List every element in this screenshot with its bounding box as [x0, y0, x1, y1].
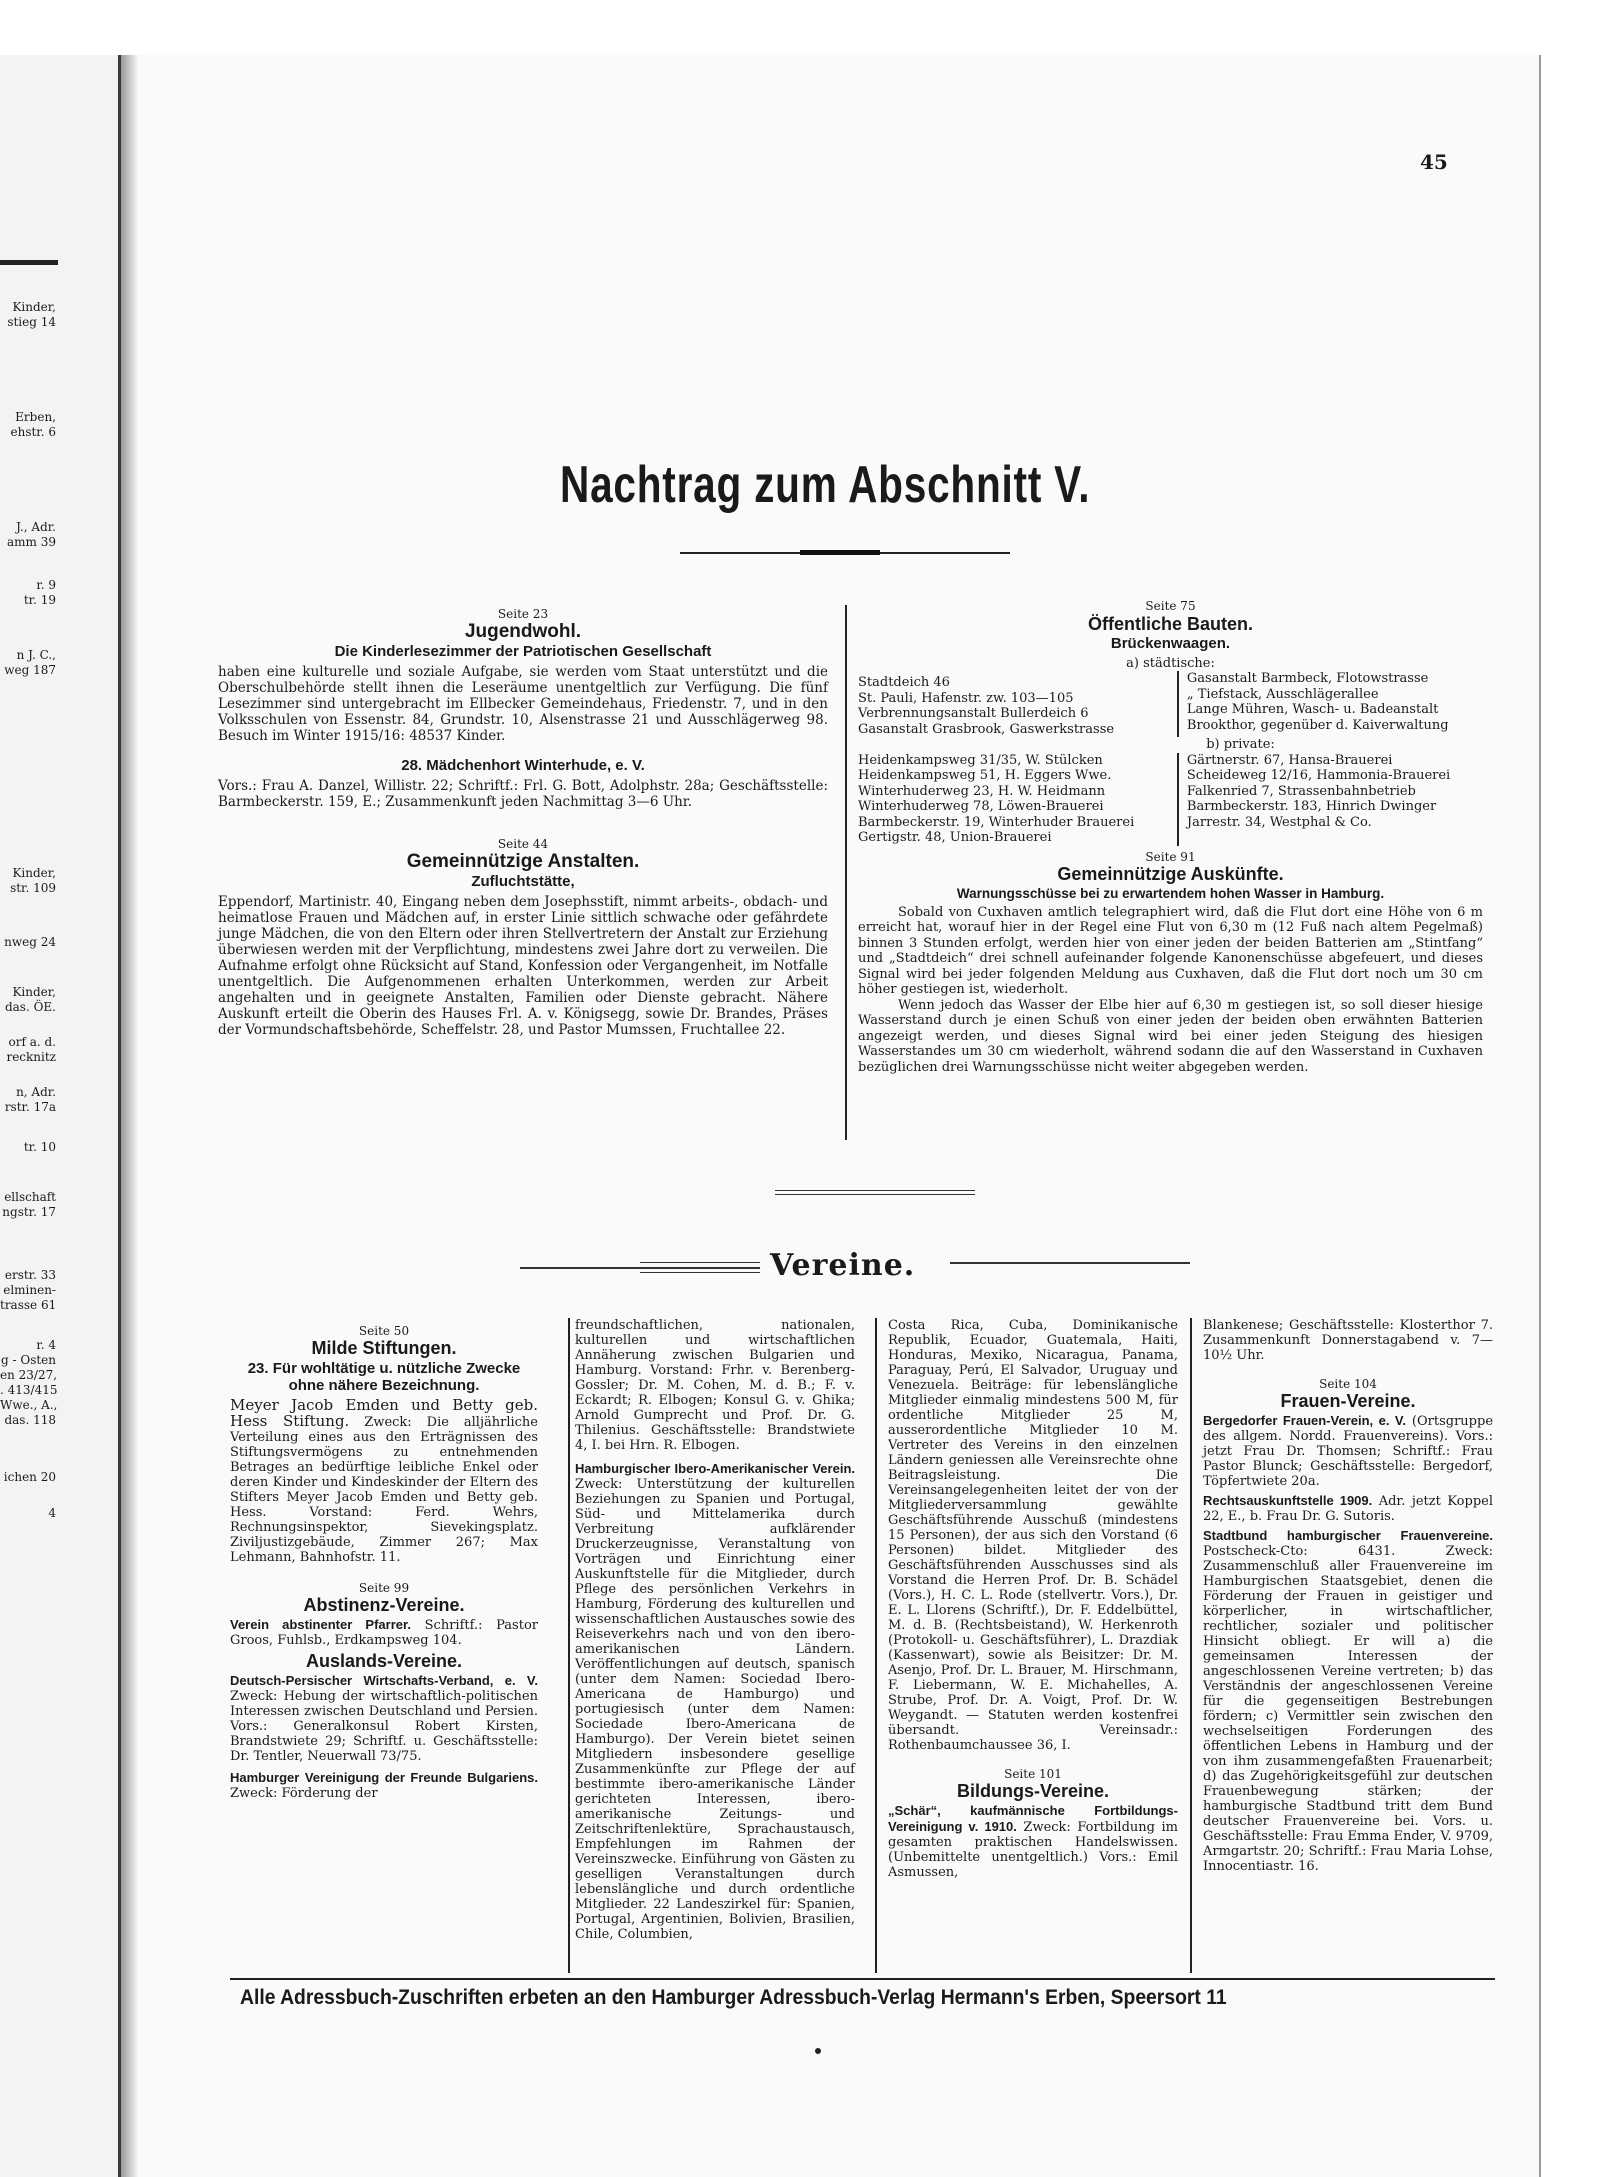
table-row: Scheideweg 12/16, Hammonia-Brauerei [1186, 768, 1451, 783]
table-row: Gasanstalt Barmbeck, Flotowstrasse [1186, 671, 1429, 686]
table-row: Gasanstalt Grasbrook, Gaswerkstrasse [858, 721, 1115, 737]
entry-name: Stadtbund hamburgischer Frauenvereine. [1203, 1528, 1493, 1543]
vereine-rule-right [950, 1262, 1190, 1264]
heading-milde-stiftungen: Milde Stiftungen. [311, 1338, 457, 1358]
main-title: Nachtrag zum Abschnitt V. [560, 456, 1091, 514]
footer-rule [230, 1978, 1495, 1980]
previous-page-fragment: Kinder, das. ÖE. [4, 985, 56, 1014]
seite-label: Seite 101 [1004, 1767, 1062, 1781]
table-divider [1177, 671, 1179, 737]
entry-text: Zweck: Förderung der [230, 1786, 378, 1801]
previous-page-fragment: Erben, ehstr. 6 [10, 410, 56, 439]
previous-page-fragment: Kinder, stieg 14 [7, 300, 56, 329]
private-left [858, 753, 1169, 846]
seite-label: Seite 44 [497, 837, 549, 851]
section-double-rule [775, 1190, 975, 1191]
heading-abstinenz: Abstinenz-Vereine. [303, 1595, 465, 1615]
book-gutter [121, 55, 139, 2177]
heading-frauen: Frauen-Vereine. [1280, 1391, 1416, 1411]
table-row: Stadtdeich 46 [858, 675, 950, 690]
previous-page-fragment: Kinder, str. 109 [10, 866, 56, 895]
seite-label: Seite 104 [1319, 1377, 1377, 1391]
table-row: Winterhuderweg 78, Löwen-Brauerei [858, 799, 1104, 814]
table-row: Verbrennungsanstalt Bullerdeich 6 [858, 706, 1089, 721]
bulgarien-continued: freundschaftlichen, nationalen, kulturellen und wirtschaftlichen Annäherung zwischen Bulgarien und Hamburg. Vorstand: Frhr. v. Berenberg-Gossler; Dr. M. Cohen, M. d. B.; F. v. Eckardt; R. Elbogen; Konsul G. v. Ghika; Arnold Gumprecht und Prof. Dr. G. Thilenius. Geschäftsstelle: Brandstwiete 4, I. bei Hrn. R. Elbogen. [575, 1318, 855, 1453]
section-heading-anstalten: Gemeinnützige Anstalten. [406, 851, 640, 872]
previous-page-fragment: r. 4 g - Osten en 23/27, . 413/415 Wwe., A., das. 118 [0, 1338, 58, 1427]
entry-text: Zweck: Fortbildung im gesamten praktischen Handelswissen. (Unbemittelte unentgeltlich.) Vors.: Emil Asmussen, [888, 1820, 1178, 1880]
previous-page-fragment: 4 [48, 1506, 56, 1520]
schaer-entry [888, 1803, 1178, 1880]
table-row: Jarrestr. 34, Westphal & Co. [1186, 814, 1372, 830]
table-row: Gärtnerstr. 67, Hansa-Brauerei [1186, 752, 1393, 768]
table-row: Winterhuderweg 23, H. W. Heidmann [858, 783, 1106, 799]
subheading-warnungsschuesse: Warnungsschüsse bei zu erwartendem hohen Wasser in Hamburg. [956, 885, 1385, 901]
kinderlesezimmer-text: haben eine kulturelle und soziale Aufgabe, sie werden vom Staat unterstützt und die Oberschulbehörde stellt ihnen die Leseräume unentgeltlich zur Verfügung. Die fünf Lesezimmer sind untergebracht im Ellbecker Gemeindehaus, Friedenstr. 7, und in den Volksschulen von Essenstr. 84, Grundstr. 10, Alsenstrasse 21 und Ausschlägerweg 98. Besuch im Winter 1915/16: 48537 Kinder. [218, 664, 828, 744]
vereine-column-3 [888, 1318, 1178, 1880]
vereine-column-1 [230, 1320, 538, 1801]
title-flourish-center [800, 550, 880, 555]
abstinenz-entry [230, 1617, 538, 1648]
stiftung-name: Meyer Jacob Emden und Betty geb. Hess Stiftung. [230, 1396, 538, 1430]
subheading-wohltaetige-zwecke: 23. Für wohltätige u. nützliche Zwecke ohne nähere Bezeichnung. [247, 1360, 521, 1394]
staedtische-left [858, 671, 1169, 737]
subheading-zufluchtstaette: Zufluchtstätte, [471, 873, 575, 890]
vereine-title: Vereine. [770, 1248, 916, 1283]
entry-name: Verein abstinenter Pfarrer. [230, 1617, 411, 1632]
section-heading-auskuenfte: Gemeinnützige Auskünfte. [1057, 864, 1284, 884]
previous-page-fragment: ellschaft ngstr. 17 [2, 1190, 56, 1219]
stiftung-text: Zweck: Die alljährliche Verteilung eines aus den Erträgnissen des Stiftungsvermögens zu entnehmenden Betrages an bedürftige leibliche Enkel oder deren Kinder und Kindeskinder der Eltern des Stifters Meyer Jacob Emden und Betty geb. Hess. Vorstand: Ferd. Wehrs, Rechnungsinspektor, Sievekingsplatz. Ziviljustizgebäude, Zimmer 267; Max Lehmann, Bahnhofstr. 11. [230, 1415, 538, 1565]
section-heading-bauten: Öffentliche Bauten. [1087, 613, 1253, 634]
entry-text: Zweck: Hebung der wirtschaftlich-politischen Interessen zwischen Deutschland und Persien. Vors.: Generalkonsul Robert Kirsten, Brandstwiete 29; Schriftf. u. Geschäftsstelle: Dr. Tentler, Neuerwall 73/75. [230, 1689, 538, 1764]
private-table [858, 753, 1483, 846]
subheading-kinderlesezimmer: Die Kinderlesezimmer der Patriotischen Gesellschaft [334, 643, 712, 660]
stadtbund-entry [1203, 1528, 1493, 1874]
column-divider [875, 1318, 877, 1973]
previous-page-fragment: tr. 10 [23, 1140, 56, 1154]
entry-name: Bergedorfer Frauen-Verein, e. V. [1203, 1413, 1406, 1428]
private-right [1187, 753, 1483, 846]
entry-name: Hamburger Vereinigung der Freunde Bulgariens. [230, 1770, 538, 1785]
subheading-brueckenwaagen: Brückenwaagen. [1110, 635, 1231, 652]
seite-label: Seite 91 [1145, 849, 1196, 864]
vereine-column-4 [1203, 1318, 1493, 1874]
previous-page-fragment: orf a. d. recknitz [6, 1035, 56, 1064]
staedtische-label: a) städtische: [1126, 655, 1215, 671]
stiftung-entry [230, 1398, 538, 1565]
entry-text: Postscheck-Cto: 6431. Zweck: Zusammenschluß aller Frauenvereine im Hamburgischen Staatsgebiet, denen die Förderung der Frauen in geistiger und körperlicher, in wirtschaftlicher, rechtlicher, sozialer und politischer Hinsicht obliegt. Er will a) die gemeinsamen Interessen der angeschlossenen Vereine vertreten; b) das Verständnis der angeschlossenen Vereine für die gegenseitigen Bestrebungen fördern; c) Vermittler sein zwischen den wechselseitigen Forderungen des öffentlichen Lebens in Hamburg und der von ihm zusammengefaßten Frauenarbeit; d) das Zugehörigkeitsgefühl zur deutschen Frauenbewegung stärken; der hamburgische Stadtbund tritt dem Bund deutscher Frauenvereine bei. Vors. u. Geschäftsstelle: Frau Emma Ender, V. 9709, Armgartstr. 20; Schriftf.: Frau Maria Lohse, Innocentiastr. 16. [1203, 1544, 1494, 1874]
entry-text: Schriftf.: Pastor Groos, Fuhlsb., Erdkampsweg 104. [230, 1618, 538, 1648]
maedchenhort-text: Vors.: Frau A. Danzel, Willistr. 22; Schriftf.: Frl. G. Bott, Adolphstr. 28a; Geschäftsstelle: Barmbeckerstr. 159, E.; Zusammenkunft jeden Nachmittag 3—6 Uhr. [218, 778, 828, 810]
ibero-entry [575, 1461, 855, 1942]
entry-name: Rechtsauskunftstelle 1909. [1203, 1493, 1373, 1508]
page-mark-dot [815, 2048, 821, 2054]
table-row: Falkenried 7, Strassenbahnbetrieb [1186, 783, 1416, 799]
section-heading-jugendwohl: Jugendwohl. [464, 621, 582, 642]
upper-right-column [858, 595, 1483, 1075]
previous-page-fragment: nweg 24 [4, 935, 56, 949]
entry-text: Adr. jetzt Koppel 22, E., b. Frau Dr. G. Sutoris. [1203, 1494, 1494, 1524]
staedtische-right [1187, 671, 1483, 737]
table-row: Gertigstr. 48, Union-Brauerei [858, 830, 1052, 845]
table-row: „ Tiefstack, Ausschlägerallee [1186, 686, 1379, 702]
zufluchtstaette-text: Eppendorf, Martinistr. 40, Eingang neben dem Josephsstift, nimmt arbeits-, obdach- und heimatlose Frauen und Mädchen auf, in erster Linie sittlich schwache oder gefährdete junge Mädchen, die von den Eltern oder ihren Stellvertretern der Anstalt zur Erziehung überwiesen werden mit der Verpflichtung, mindestens zwei Jahre dort zu verweilen. Die Aufnahme erfolgt ohne Rücksicht auf Stand, Konfession oder Vergangenheit, im Notfalle unentgeltlich. Die Aufgenommenen erhalten Unterkommen, werden zur Arbeit angehalten und in geeignete Anstalten, Familien oder Dienste gebracht. Nähere Auskunft erteilt die Oberin des Hauses Frl. A. v. Königsegg, sowie Dr. Brandes, Präses der Vormundschaftsbehörde, Scheffelstr. 28, und Pastor Mumssen, Fruchtallee 22. [218, 894, 828, 1038]
previous-page-rule [0, 260, 58, 265]
column-divider [568, 1318, 570, 1973]
seite-label: Seite 50 [358, 1324, 410, 1338]
previous-page-fragment: ichen 20 [3, 1470, 56, 1484]
bulgarien-entry [230, 1770, 538, 1801]
table-row: Barmbeckerstr. 19, Winterhuder Brauerei [858, 814, 1135, 830]
staedtische-table [858, 671, 1483, 737]
seite-label: Seite 99 [358, 1581, 410, 1595]
entry-name: „Schär“, kaufmännische Fortbildungs-Vereinigung v. 1910. [888, 1803, 1178, 1834]
table-row: Brookthor, gegenüber d. Kaiverwaltung [1186, 717, 1449, 733]
column-divider [845, 605, 847, 1140]
vereine-rule-left [640, 1262, 760, 1263]
subheading-maedchenhort: 28. Mädchenhort Winterhude, e. V. [401, 757, 645, 774]
warnung-text-2: Wenn jedoch das Wasser der Elbe hier auf 6,30 m gestiegen ist, so soll dieser hiesige Wasserstand durch je einen Schuß von einer jeden der beiden oben erwähnten Batterien angezeigt werden, und dieses Signal wird bei einer jeden Steigung des hiesigen Wasserstandes um 30 cm wiederholt, während sodann die auf den Wasserstand in Cuxhaven bezüglichen drei Warnungsschüsse nicht weiter abgegeben werden. [858, 997, 1483, 1075]
table-divider [1177, 753, 1179, 846]
page-number: 45 [1420, 150, 1448, 174]
warnung-text-1: Sobald von Cuxhaven amtlich telegraphiert wird, daß die Flut dort eine Höhe von 6 m erreicht hat, worauf hier in der Regel eine Flut von 6,30 m (12 Fuß nach altem Pegelmaß) binnen 3 Stunden erfolgt, werden hier von einer jeden der beiden Batterien am „Stintfang“ und „Stadtdeich“ drei schnell aufeinander folgende Kanonenschüsse abgefeuert, und dieses Signal wird bei jeder folgenden Meldung aus Cuxhaven, daß die Flut dort noch um 30 cm höher gestiegen ist, wiederholt. [858, 904, 1483, 997]
bergedorf-entry [1203, 1413, 1493, 1489]
table-row: St. Pauli, Hafenstr. zw. 103—105 [858, 690, 1074, 706]
seite-label: Seite 75 [1145, 599, 1196, 613]
vereine-rule-left [520, 1267, 760, 1269]
ibero-continued: Costa Rica, Cuba, Dominikanische Republik, Ecuador, Guatemala, Haiti, Honduras, Mexiko, Nicaragua, Panama, Paraguay, Perú, El Salvador, Uruguay und Venezuela. Beiträge: für lebenslängliche Mitglieder einmalig mindestens 500 M, für ordentliche Mitglieder 25 M, ausserordentliche Mitglieder 10 M. Vertreter des Vereins in den einzelnen Ländern geniessen alle Vereinsrechte ohne Beitragsleistung. Die Vereinsangelegenheiten leitet der von der Mitgliederversammlung gewählte Geschäftsführende Ausschuß (mindestens 15 Personen), der aus sich den Vorstand (6 Personen) bildet. Mitglieder des Geschäftsführenden Ausschusses sind als Vorstand die Herren Prof. Dr. B. Schädel (Vors.), H. C. L. Rode (stellvertr. Vors.), Dr. E. L. Llorens (Schriftf.), Dr. F. Eddelbüttel, M. d. B. (Rechtsbeistand), W. Herkenroth (Protokoll- u. Geschäftsführer), L. Drazdiak (Kassenwart), sowie als Beisitzer: Dr. M. Asenjo, Prof. Dr. L. Brauer, M. Hirschmann, F. Liebermann, W. E. Michahelles, A. Strube, Prof. Dr. A. Voigt, Prof. Dr. W. Weygandt. — Statuten werden kostenfrei übersandt. Vereinsadr.: Rothenbaumchaussee 36, I. [888, 1318, 1178, 1753]
previous-page-fragment: J., Adr. amm 39 [7, 520, 56, 549]
vereine-rule-left [640, 1272, 760, 1273]
private-label: b) private: [1206, 737, 1275, 752]
table-row: Heidenkampsweg 51, H. Eggers Wwe. [858, 768, 1112, 783]
table-row: Lange Mühren, Wasch- u. Badeanstalt [1186, 702, 1439, 717]
schaer-continued: Blankenese; Geschäftsstelle: Klosterthor 7. Zusammenkunft Donnerstagabend v. 7—10½ Uhr. [1203, 1318, 1493, 1363]
entry-text: Zweck: Unterstützung der kulturellen Beziehungen zu Spanien und Portugal, Süd- und Mittelamerika durch Verbreitung aufklärender Druckerzeugnisse, Veranstaltung von Vorträgen und Einrichtung einer Auskunftstelle für die Mitglieder, durch Pflege des persönlichen Verkehrs in Hamburg, Förderung des kulturellen und wissenschaftlichen Austausches sowie des Reiseverkehrs nach und von den ibero-amerikanischen Ländern. Veröffentlichungen auf deutsch, spanisch (unter dem Namen: Sociedad Ibero-Americana de Hamburgo) und portugiesisch (unter dem Namen: Sociedade Ibero-Americana de Hamburgo). Der Verein bietet seinen Mitgliedern insbesondere gesellige Zusammenkünfte zur Pflege der auf bestimmte ibero-amerikanische Länder gerichteten Interessen, ibero-amerikanische Zeitungs- und Zeitschriftenlektüre, Sprachaustausch, Empfehlungen im Rahmen der Vereinszwecke. Einführung von Gästen zu geselligen Veranstaltungen durch lebenslängliche und durch ordentliche Mitglieder. 22 Landeszirkel für: Spanien, Portugal, Argentinien, Bolivien, Brasilien, Chile, Columbien, [575, 1477, 855, 1942]
rechtsauskunft-entry [1203, 1493, 1493, 1524]
entry-name: Hamburgischer Ibero-Amerikanischer Verein. [575, 1461, 855, 1476]
seite-label: Seite 23 [497, 607, 549, 621]
column-divider [1190, 1318, 1192, 1973]
table-row: Barmbeckerstr. 183, Hinrich Dwinger [1186, 799, 1437, 814]
table-row: Heidenkampsweg 31/35, W. Stülcken [858, 752, 1103, 768]
previous-page-fragment: n J. C., weg 187 [4, 648, 56, 677]
vereine-column-2 [575, 1318, 855, 1942]
entry-text: (Ortsgruppe des allgem. Nordd. Frauenvereins). Vors.: jetzt Frau Dr. Thomsen; Schriftf.: Frau Pastor Blunck; Geschäftsstelle: Bergedorf, Töpfertwiete 20a. [1203, 1414, 1494, 1489]
heading-auslands: Auslands-Vereine. [305, 1651, 463, 1671]
previous-page-fragment: erstr. 33 elminen- trasse 61 [0, 1268, 57, 1312]
entry-name: Deutsch-Persischer Wirtschafts-Verband, e. V. [230, 1673, 538, 1688]
heading-bildungs: Bildungs-Vereine. [956, 1781, 1110, 1801]
section-double-rule [775, 1194, 975, 1195]
previous-page-fragment: r. 9 tr. 19 [23, 578, 56, 607]
footer-notice: Alle Adressbuch-Zuschriften erbeten an den Hamburger Adressbuch-Verlag Hermann's Erben, Speersort 11 [240, 1986, 1227, 2009]
upper-left-column [218, 602, 828, 1038]
previous-page-edge [0, 55, 121, 2177]
persisch-entry [230, 1673, 538, 1764]
previous-page-fragment: n, Adr. rstr. 17a [4, 1085, 56, 1114]
